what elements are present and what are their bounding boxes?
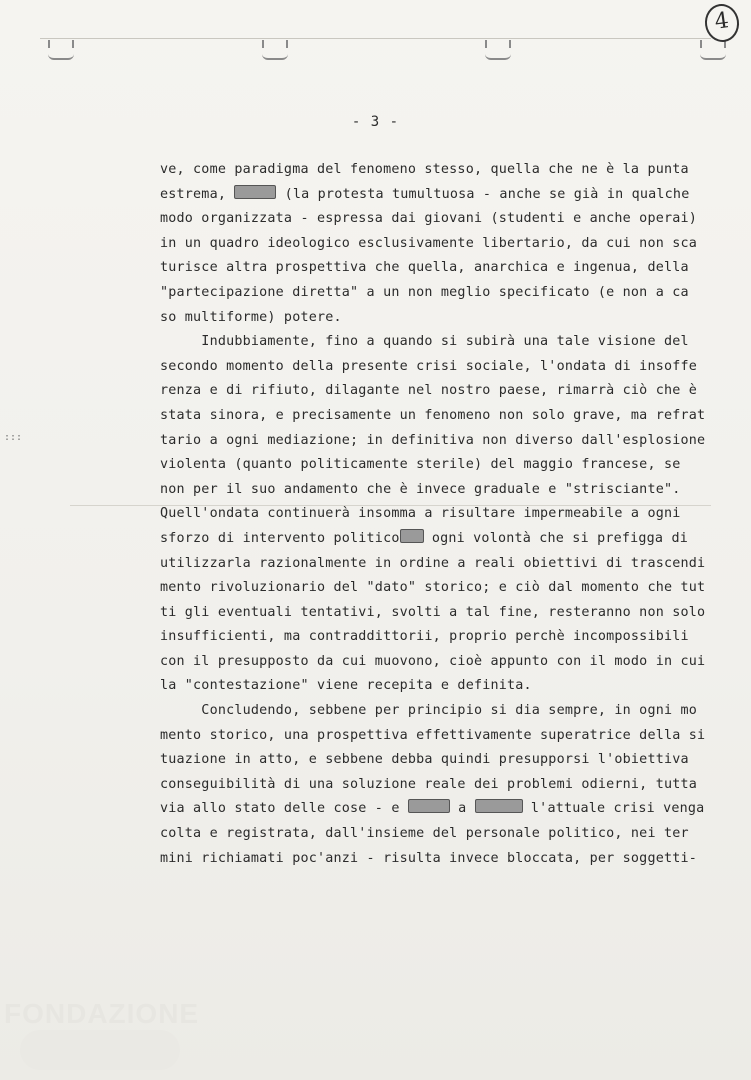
typewritten-body bbox=[160, 158, 720, 871]
text-line: tuazione in atto, e sebbene debba quindi presupporsi l'obiettiva bbox=[160, 752, 689, 768]
text-line: colta e registrata, dall'insieme del personale politico, nei ter bbox=[160, 826, 689, 842]
binder-hole-mark bbox=[700, 46, 726, 60]
binder-hole-mark bbox=[48, 46, 74, 60]
text-line: mento storico, una prospettiva effettivamente superatrice della si bbox=[160, 727, 706, 743]
handwritten-page-number: 4 bbox=[703, 2, 742, 44]
text-line: utilizzarla razionalmente in ordine a reali obiettivi di trascendi bbox=[160, 555, 706, 571]
text-line: estrema, (la protesta tumultuosa - anche se già in qualche bbox=[160, 186, 690, 202]
redaction-box bbox=[408, 799, 450, 813]
archive-watermark: FONDAZIONE bbox=[4, 998, 200, 1029]
text-line: in un quadro ideologico esclusivamente libertario, da cui non sca bbox=[160, 235, 698, 251]
text-line: violenta (quanto politicamente sterile) del maggio francese, se bbox=[160, 457, 681, 473]
text-line: mini richiamati poc'anzi - risulta invece bloccata, per soggetti- bbox=[160, 850, 698, 866]
text-line: Indubbiamente, fino a quando si subirà una tale visione del bbox=[160, 334, 689, 350]
text-line: turisce altra prospettiva che quella, anarchica e ingenua, della bbox=[160, 260, 689, 276]
redaction-box bbox=[475, 799, 523, 813]
text-line: con il presupposto da cui muovono, cioè appunto con il modo in cui bbox=[160, 653, 706, 669]
text-line: sforzo di intervento politico ogni volontà che si prefigga di bbox=[160, 530, 688, 546]
text-line: mento rivoluzionario del "dato" storico; e ciò dal momento che tut bbox=[160, 580, 706, 596]
text-line: tario a ogni mediazione; in definitiva non diverso dall'esplosione bbox=[160, 432, 706, 448]
margin-mark: ::: bbox=[4, 432, 23, 443]
text-line: insufficienti, ma contraddittorii, proprio perchè incompossibili bbox=[160, 629, 689, 645]
redaction-box bbox=[400, 529, 424, 543]
text-line: ti gli eventuali tentativi, svolti a tal fine, resteranno non solo bbox=[160, 604, 706, 620]
text-line: modo organizzata - espressa dai giovani (studenti e anche operai) bbox=[160, 211, 698, 227]
text-line: via allo stato delle cose - e a l'attuale crisi venga bbox=[160, 801, 705, 817]
watermark-logo bbox=[20, 1030, 180, 1070]
text-line: non per il suo andamento che è invece graduale e "strisciante". bbox=[160, 481, 681, 497]
text-line: conseguibilità di una soluzione reale dei problemi odierni, tutta bbox=[160, 776, 698, 792]
top-edge-line bbox=[40, 38, 711, 39]
page-number: - 3 - bbox=[351, 114, 400, 130]
text-line: ve, come paradigma del fenomeno stesso, quella che ne è la punta bbox=[160, 162, 689, 177]
text-line: la "contestazione" viene recepita e definita. bbox=[160, 678, 532, 694]
text-line: so multiforme) potere. bbox=[160, 309, 342, 325]
binder-hole-mark bbox=[262, 46, 288, 60]
text-line: Concludendo, sebbene per principio si dia sempre, in ogni mo bbox=[160, 703, 698, 719]
text-line: secondo momento della presente crisi sociale, l'ondata di insoffe bbox=[160, 358, 698, 374]
text-line: stata sinora, e precisamente un fenomeno non solo grave, ma refrat bbox=[160, 407, 706, 423]
redaction-box bbox=[234, 185, 276, 199]
text-line: renza e di rifiuto, dilagante nel nostro paese, rimarrà ciò che è bbox=[160, 383, 698, 399]
text-line: Quell'ondata continuerà insomma a risultare impermeabile a ogni bbox=[160, 506, 681, 522]
text-line: "partecipazione diretta" a un non meglio specificato (e non a ca bbox=[160, 284, 689, 300]
binder-hole-mark bbox=[485, 46, 511, 60]
